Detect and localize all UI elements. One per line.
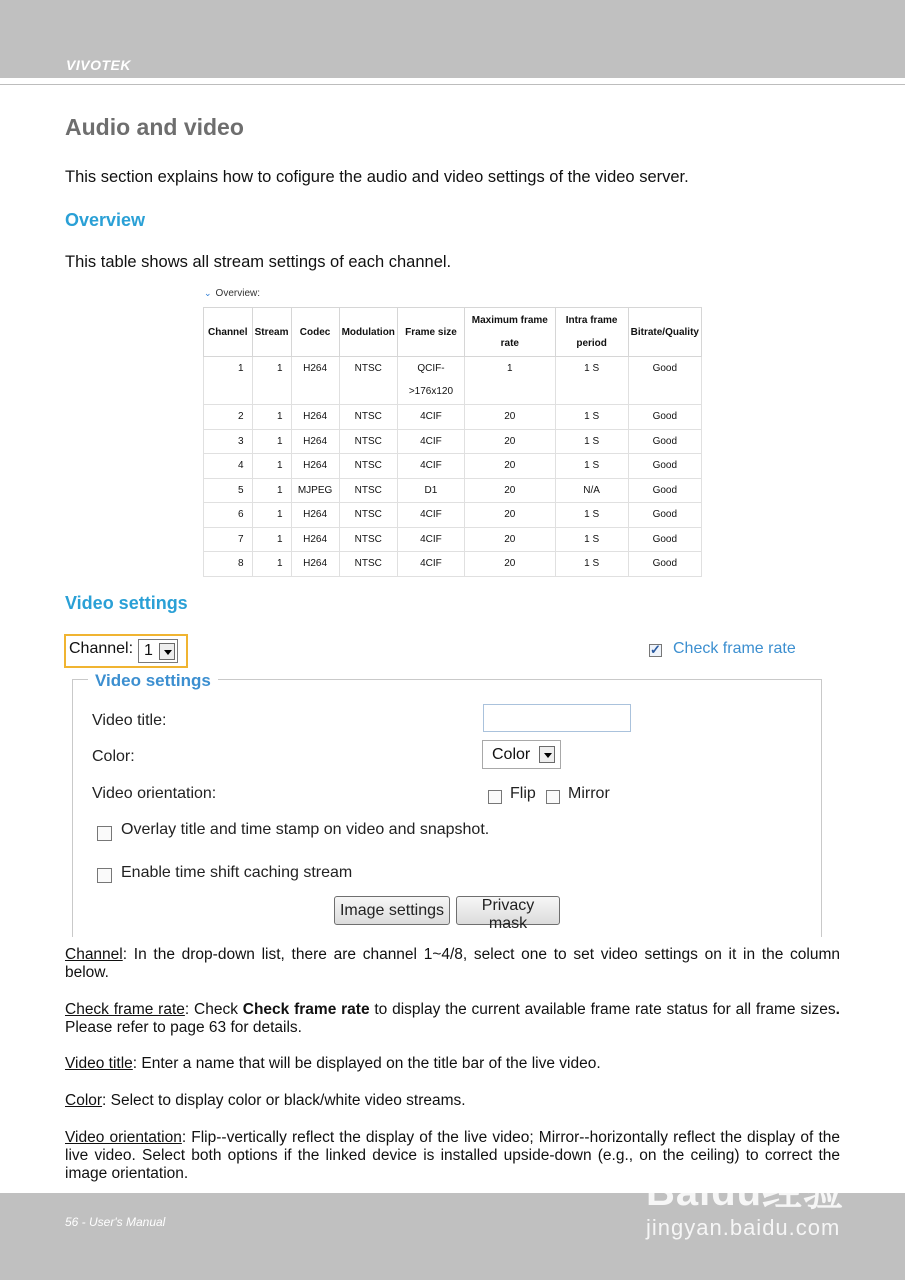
table-cell: 20 [464, 527, 555, 552]
table-cell: 20 [464, 552, 555, 577]
table-header-cell: Stream [252, 308, 291, 357]
table-cell: 20 [464, 503, 555, 528]
channel-description [65, 946, 840, 982]
channel-select-value: 1 [144, 642, 153, 659]
table-header-cell: Channel [204, 308, 253, 357]
video-settings-heading: Video settings [65, 593, 188, 613]
page-header [0, 0, 905, 78]
table-cell: 20 [464, 405, 555, 430]
color-text: : Select to display color or black/white video streams. [102, 1092, 466, 1109]
table-cell: 1 [252, 454, 291, 479]
orientation-term: Video orientation [65, 1129, 182, 1146]
page-number: 56 - User's Manual [65, 1215, 166, 1229]
table-cell: NTSC [339, 527, 397, 552]
table-cell: H264 [291, 527, 339, 552]
watermark-url: jingyan.baidu.com [646, 1215, 841, 1240]
overview-label: Overview: [215, 288, 260, 299]
cfr-text-3: Please refer to page 63 for details. [65, 1019, 302, 1036]
table-cell: 2 [204, 405, 253, 430]
flip-label: Flip [510, 785, 536, 802]
table-cell: 1 S [555, 405, 628, 430]
table-cell: 1 S [555, 357, 628, 405]
color-select-value: Color [492, 746, 531, 763]
table-cell: H264 [291, 503, 339, 528]
table-header-cell: Frame size [397, 308, 464, 357]
table-row [204, 503, 702, 528]
header-divider [0, 84, 905, 85]
table-header-cell: Codec [291, 308, 339, 357]
intro-text: This section explains how to cofigure the audio and video settings of the video server. [65, 168, 689, 186]
cfr-description [65, 1001, 840, 1037]
overview-text: This table shows all stream settings of each channel. [65, 253, 452, 271]
table-cell: 4CIF [397, 552, 464, 577]
table-cell: Good [628, 503, 701, 528]
table-cell: NTSC [339, 454, 397, 479]
mirror-label: Mirror [568, 785, 610, 802]
table-cell: 1 S [555, 454, 628, 479]
table-cell: 1 [464, 357, 555, 405]
color-term: Color [65, 1092, 103, 1109]
cfr-term: Check frame rate [65, 1001, 185, 1018]
table-cell: 1 [252, 357, 291, 405]
table-header-cell: Intra frame period [555, 308, 628, 357]
mirror-checkbox[interactable] [546, 790, 560, 804]
cfr-bold: Check frame rate [242, 1001, 370, 1018]
table-row [204, 357, 702, 405]
table-cell: H264 [291, 454, 339, 479]
table-cell: 1 [252, 478, 291, 503]
timeshift-label: Enable time shift caching stream [121, 864, 353, 881]
page-title: Audio and video [65, 114, 244, 140]
orientation-text: : Flip--vertically reflect the display of the live video; Mirror--horizontally reflect the display of the live video. Select both options if the linked device is installed upside-down (e.g., on the ceiling) to correct the image orientation. [65, 1129, 840, 1182]
table-cell: D1 [397, 478, 464, 503]
chevron-down-icon [539, 746, 555, 763]
table-row [204, 527, 702, 552]
overview-toggle[interactable] [204, 288, 260, 299]
cfr-dot: . [835, 1001, 840, 1018]
privacy-mask-button[interactable]: Privacy mask [456, 896, 560, 925]
overview-heading: Overview [65, 210, 146, 230]
table-cell: NTSC [339, 429, 397, 454]
orientation-label: Video orientation: [92, 785, 217, 802]
video-title-term: Video title [65, 1055, 133, 1072]
table-cell: 4CIF [397, 503, 464, 528]
table-header-cell: Modulation [339, 308, 397, 357]
table-cell: NTSC [339, 405, 397, 430]
channel-select[interactable] [138, 639, 178, 663]
table-cell: NTSC [339, 552, 397, 577]
table-row [204, 405, 702, 430]
table-cell: 20 [464, 429, 555, 454]
table-cell: 8 [204, 552, 253, 577]
table-cell: 1 [252, 429, 291, 454]
table-cell: Good [628, 429, 701, 454]
table-cell: QCIF->176x120 [397, 357, 464, 405]
table-row [204, 429, 702, 454]
cfr-text: : Check [184, 1001, 243, 1018]
video-title-label: Video title: [92, 712, 167, 729]
color-label: Color: [92, 748, 135, 765]
video-title-input[interactable] [483, 704, 631, 732]
table-cell: 1 S [555, 552, 628, 577]
table-cell: 1 [204, 357, 253, 405]
table-cell: Good [628, 357, 701, 405]
flip-checkbox[interactable] [488, 790, 502, 804]
table-row [204, 454, 702, 479]
channel-label: Channel: [69, 640, 134, 657]
cfr-text-2: to display the current available frame rate status for all frame sizes [369, 1001, 836, 1018]
table-cell: 3 [204, 429, 253, 454]
brand-name: VIVOTEK [66, 57, 131, 73]
table-cell: H264 [291, 429, 339, 454]
channel-term: Channel [65, 946, 123, 963]
table-cell: H264 [291, 405, 339, 430]
table-header-row [204, 308, 702, 357]
table-cell: 7 [204, 527, 253, 552]
table-cell: 1 [252, 405, 291, 430]
fieldset-legend: Video settings [88, 671, 218, 691]
table-cell: H264 [291, 357, 339, 405]
table-cell: 4CIF [397, 405, 464, 430]
table-cell: Good [628, 478, 701, 503]
table-cell: H264 [291, 552, 339, 577]
table-row [204, 552, 702, 577]
table-cell: 6 [204, 503, 253, 528]
table-cell: 1 S [555, 503, 628, 528]
table-cell: 1 S [555, 527, 628, 552]
table-cell: 1 [252, 552, 291, 577]
table-cell: 1 S [555, 429, 628, 454]
chevron-down-icon: ⌄ [204, 288, 212, 298]
check-frame-rate-link[interactable]: Check frame rate [673, 640, 796, 657]
table-cell: Good [628, 552, 701, 577]
table-cell: Good [628, 454, 701, 479]
table-cell: 4CIF [397, 454, 464, 479]
table-cell: 1 [252, 503, 291, 528]
check-frame-rate-checkbox[interactable] [649, 644, 662, 657]
table-cell: 5 [204, 478, 253, 503]
chevron-down-icon [159, 643, 175, 660]
table-cell: 4 [204, 454, 253, 479]
video-title-description [65, 1055, 840, 1073]
overlay-checkbox[interactable] [97, 826, 112, 841]
table-header-cell: Maximum frame rate [464, 308, 555, 357]
table-row [204, 478, 702, 503]
table-cell: 4CIF [397, 429, 464, 454]
image-settings-button[interactable]: Image settings [334, 896, 450, 925]
overview-table [203, 307, 702, 577]
table-cell: Good [628, 527, 701, 552]
timeshift-checkbox[interactable] [97, 868, 112, 883]
table-cell: N/A [555, 478, 628, 503]
table-cell: 20 [464, 454, 555, 479]
table-cell: MJPEG [291, 478, 339, 503]
table-cell: 4CIF [397, 527, 464, 552]
watermark-logo: Baidu经验 [646, 1170, 845, 1214]
color-description [65, 1092, 840, 1110]
table-cell: NTSC [339, 503, 397, 528]
color-select[interactable] [482, 740, 561, 769]
video-title-text: : Enter a name that will be displayed on the title bar of the live video. [132, 1055, 601, 1072]
overlay-label: Overlay title and time stamp on video and snapshot. [121, 821, 490, 838]
table-cell: 20 [464, 478, 555, 503]
channel-text: : In the drop-down list, there are channel 1~4/8, select one to set video settings on it in the column below. [65, 946, 840, 981]
table-header-cell: Bitrate/Quality [628, 308, 701, 357]
table-cell: NTSC [339, 478, 397, 503]
table-cell: Good [628, 405, 701, 430]
table-cell: 1 [252, 527, 291, 552]
table-cell: NTSC [339, 357, 397, 405]
